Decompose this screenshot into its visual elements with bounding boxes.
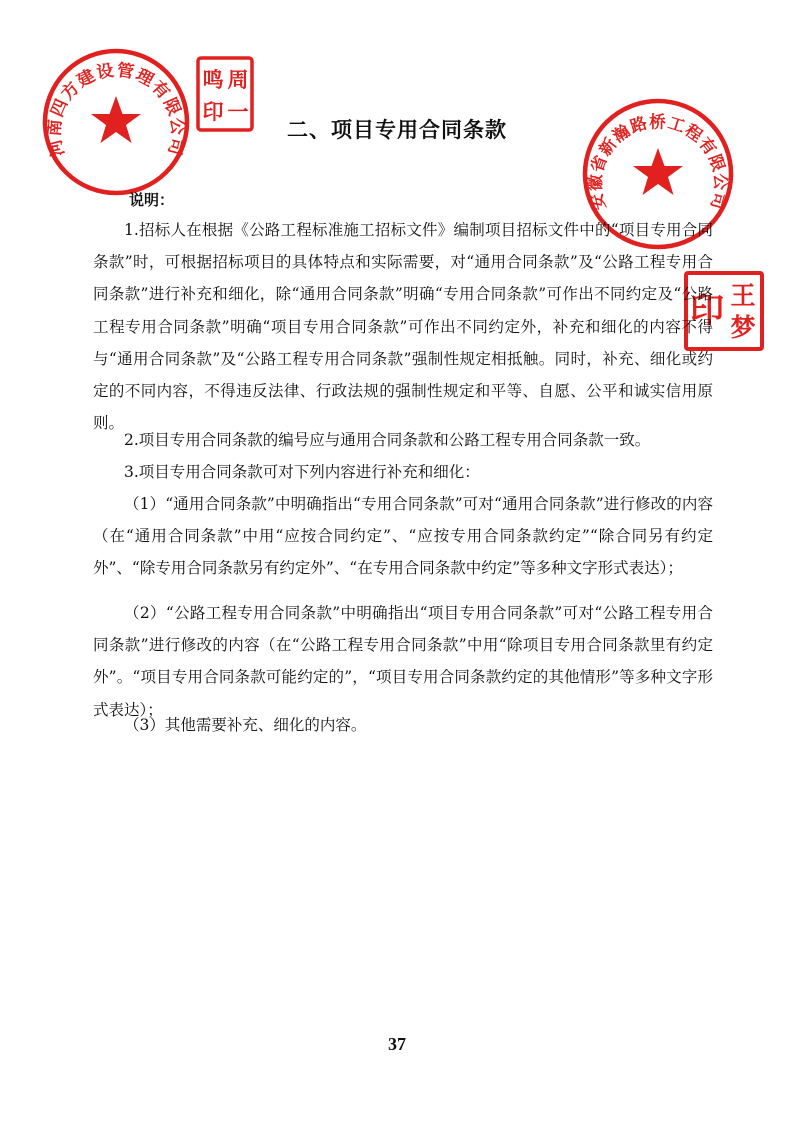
svg-text:河南四方建设管理有限公司: 河南四方建设管理有限公司 bbox=[44, 60, 188, 159]
svg-text:安徽省新瀚路桥工程有限公司: 安徽省新瀚路桥工程有限公司 bbox=[585, 112, 731, 213]
svg-text:印: 印 bbox=[690, 291, 724, 331]
paragraph-5: （2）“公路工程专用合同条款”中明确指出“项目专用合同条款”可对“公路工程专用合同条款”进行修改的内容（在“公路工程专用合同条款”中用“除项目专用合同条款里有约定外”。“项目专用合同条款可能约定的”，“项目专用合同条款约定的其他情形”等多种文字形式表达）； bbox=[93, 604, 713, 719]
paragraph-6: （3）其他需要补充、细化的内容。 bbox=[124, 716, 367, 734]
paragraph-1: 1.招标人在根据《公路工程标准施工招标文件》编制项目招标文件中的“项目专用合同条款”时，可根据招标项目的具体特点和实际需要，对“通用合同条款”及“公路工程专用合同条款”进行补充和细化，除“通用合同条款”明确“专用合同条款”可作出不同约定及“公路工程专用合同条款”明确“项目专用合同条款”可作出不同约定外，补充和细化的内容不得与“通用合同条款”及“公路工程专用合同条款”强制性规定相抵触。同时，补充、细化或约定的不同内容，不得违反法律、行政法规的强制性规定和平等、自愿、公平和诚实信用原则。 bbox=[93, 221, 713, 433]
paragraph-3: 3.项目专用合同条款可对下列内容进行补充和细化： bbox=[124, 463, 480, 481]
page-number: 37 bbox=[388, 1034, 406, 1054]
paragraph-2: 2.项目专用合同条款的编号应与通用合同条款和公路工程专用合同条款一致。 bbox=[124, 431, 651, 449]
svg-text:一: 一 bbox=[227, 100, 249, 124]
svg-text:王: 王 bbox=[730, 281, 756, 310]
svg-text:印: 印 bbox=[202, 100, 224, 124]
svg-text:鸣: 鸣 bbox=[202, 68, 224, 92]
paragraph-4: （1）“通用合同条款”中明确指出“专用合同条款”可对“通用合同条款”进行修改的内容（在“通用合同条款”中用“应按合同约定”、“应按专用合同条款约定”“除合同另有约定外”、“除专用合同条款另有约定外”、“在专用合同条款中约定”等多种文字形式表达）； bbox=[93, 495, 713, 578]
section-label: 说明： bbox=[129, 191, 175, 209]
svg-text:周: 周 bbox=[227, 68, 249, 92]
svg-text:梦: 梦 bbox=[730, 313, 756, 342]
page-title: 二、项目专用合同条款 bbox=[287, 118, 507, 142]
